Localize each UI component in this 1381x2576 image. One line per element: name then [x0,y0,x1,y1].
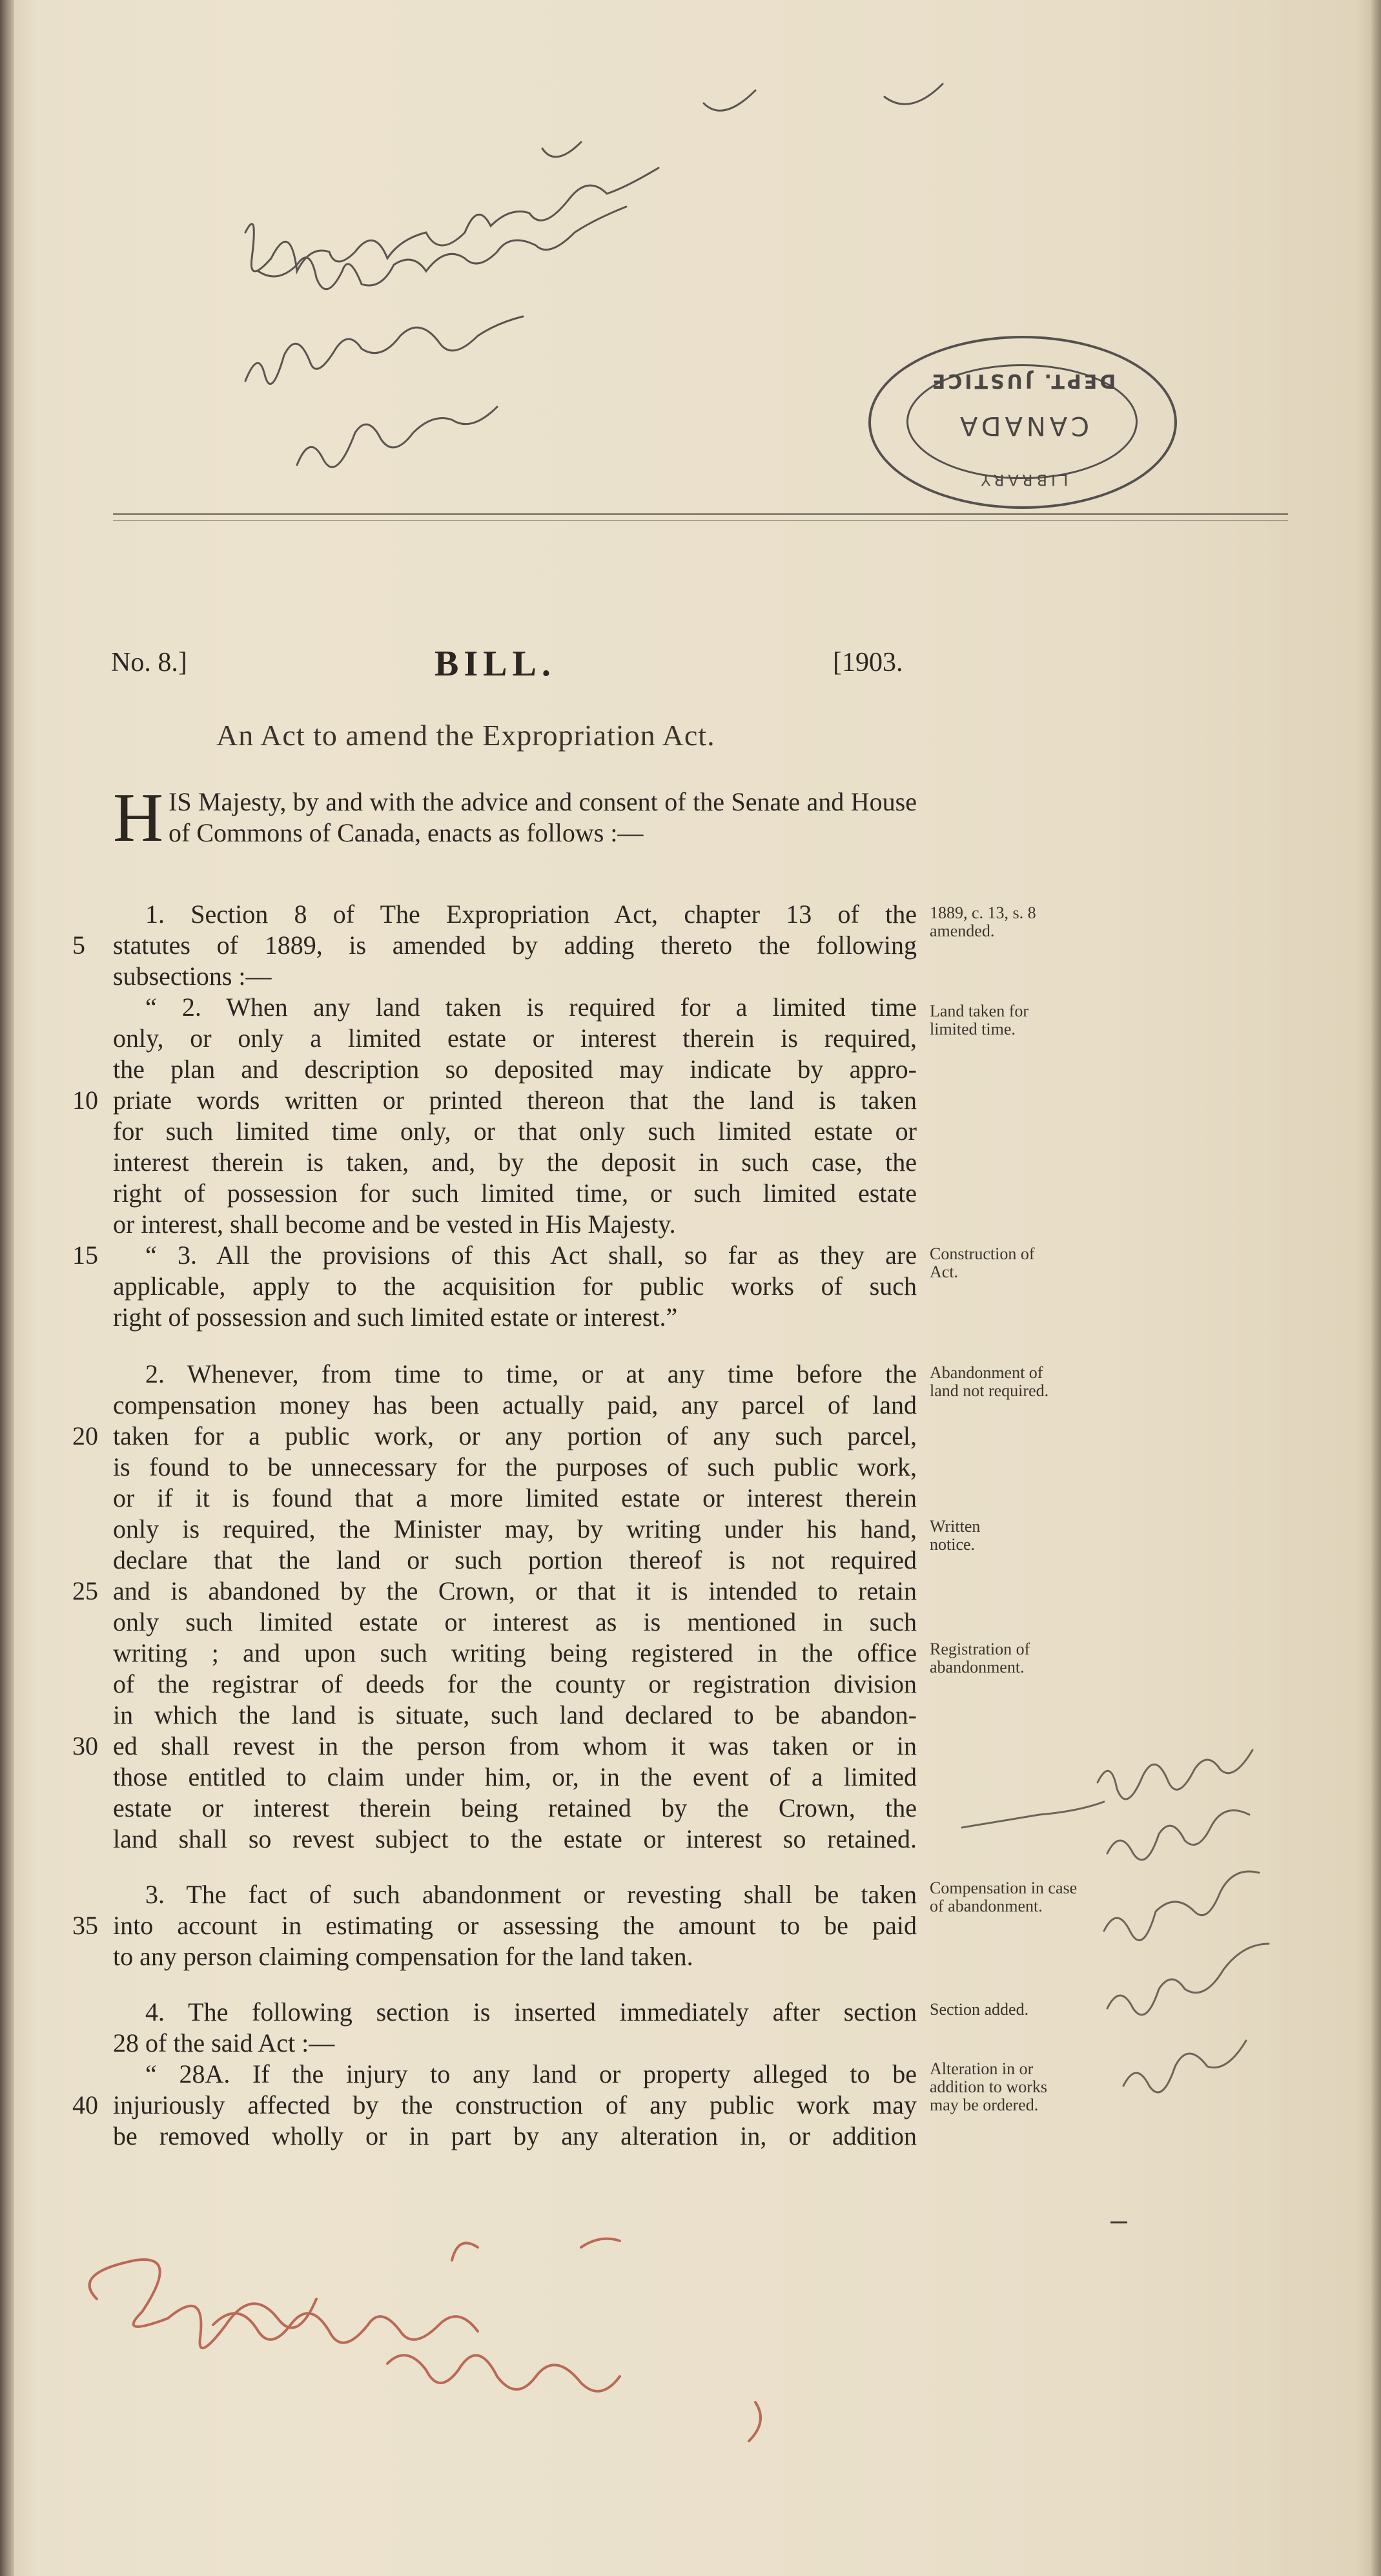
margin-dash [1110,2221,1127,2223]
body-line: 3. The fact of such abandonment or revesting shall be taken [145,1880,917,1909]
body-line: be removed wholly or in part by any alteration in, or addition [113,2121,917,2150]
stamp-top-text: DEPT. JUSTICE [929,369,1116,392]
body-line: “ 28A. If the injury to any land or property alleged to be [145,2059,917,2088]
body-line: priate words written or printed thereon that the land is taken [113,1086,917,1115]
side-note: Section added. [930,2000,1029,2019]
body-line: right of possession and such limited estate or interest.” [113,1303,678,1332]
body-line: only is required, the Minister may, by writing under his hand, [113,1514,917,1543]
body-line: estate or interest therein being retained by the Crown, the [113,1793,917,1822]
side-note: Compensation in case of abandonment. [930,1879,1078,1915]
body-line: and is abandoned by the Crown, or that it is intended to retain [113,1576,917,1605]
bill-year: [1903. [833,648,903,677]
side-note: 1889, c. 13, s. 8 amended. [930,903,1036,940]
stamp-bottom-text: LIBRARY [977,471,1069,489]
body-line: to any person claiming compensation for the land taken. [113,1942,693,1971]
bill-title: BILL. [435,644,556,684]
body-line: taken for a public work, or any portion of any such parcel, [113,1421,917,1450]
line-number: 35 [72,1911,98,1940]
line-number: 20 [72,1421,98,1450]
side-note: Abandonment of land not required. [930,1363,1049,1400]
body-line: interest therein is taken, and, by the deposit in such case, the [113,1148,917,1177]
body-line: only, or only a limited estate or interest therein is required, [113,1024,917,1053]
preamble-text: IS Majesty, by and with the advice and consent of the Senate and House of Commons of Canada, enacts as follows :— [169,787,917,847]
line-number: 5 [72,931,85,960]
body-line: applicable, apply to the acquisition for public works of such [113,1272,917,1301]
body-line: “ 3. All the provisions of this Act shall, so far as they are [145,1241,917,1270]
body-line: 4. The following section is inserted immediately after section [145,1997,917,2026]
line-number: 25 [72,1576,98,1605]
preamble-dropcap: H [113,779,163,856]
body-line: of the registrar of deeds for the county or registration division [113,1669,917,1698]
body-line: for such limited time only, or that only such limited estate or [113,1117,917,1146]
body-line: 28 of the said Act :— [113,2028,335,2057]
act-subtitle: An Act to amend the Expropriation Act. [216,719,715,752]
preamble [113,779,917,856]
body-line: injuriously affected by the construction of any public work may [113,2090,917,2119]
body-line: writing ; and upon such writing being registered in the office [113,1638,917,1667]
body-line: declare that the land or such portion thereof is not required [113,1545,917,1574]
body-line: statutes of 1889, is amended by adding thereto the following [113,931,917,960]
body-line: is found to be unnecessary for the purposes of such public work, [113,1452,917,1481]
side-note: Alteration in or addition to works may be ordered. [930,2059,1047,2114]
body-line: in which the land is situate, such land declared to be abandon- [113,1700,917,1729]
side-note: Written notice. [930,1517,981,1554]
stamp-middle-text: CANADA [956,411,1090,440]
body-line: ed shall revest in the person from whom it was taken or in [113,1731,917,1760]
header-rule [113,513,1288,515]
body-line: only such limited estate or interest as is mentioned in such [113,1607,917,1636]
body-line: into account in estimating or assessing the amount to be paid [113,1911,917,1940]
body-line: or if it is found that a more limited estate or interest therein [113,1483,917,1512]
library-stamp [868,336,1177,509]
line-number: 40 [72,2090,98,2119]
body-line: subsections :— [113,962,272,991]
body-line: right of possession for such limited time, or such limited estate [113,1179,917,1208]
line-number: 15 [72,1241,98,1270]
side-note: Construction of Act. [930,1244,1035,1281]
side-note: Land taken for limited time. [930,1002,1029,1038]
body-line: land shall so revest subject to the estate or interest so retained. [113,1824,917,1853]
line-number: 30 [72,1731,98,1760]
body-line: 1. Section 8 of The Expropriation Act, chapter 13 of the [145,900,917,929]
side-note: Registration of abandonment. [930,1640,1030,1676]
body-line: or interest, shall become and be vested in His Majesty. [113,1210,676,1239]
body-line: those entitled to claim under him, or, in the event of a limited [113,1762,917,1791]
body-line: the plan and description so deposited may indicate by appro- [113,1055,917,1084]
bill-number: No. 8.] [111,648,187,677]
body-line: “ 2. When any land taken is required for a limited time [145,993,917,1022]
line-number: 10 [72,1086,98,1115]
body-line: compensation money has been actually paid, any parcel of land [113,1390,917,1419]
body-line: 2. Whenever, from time to time, or at any time before the [145,1359,917,1388]
